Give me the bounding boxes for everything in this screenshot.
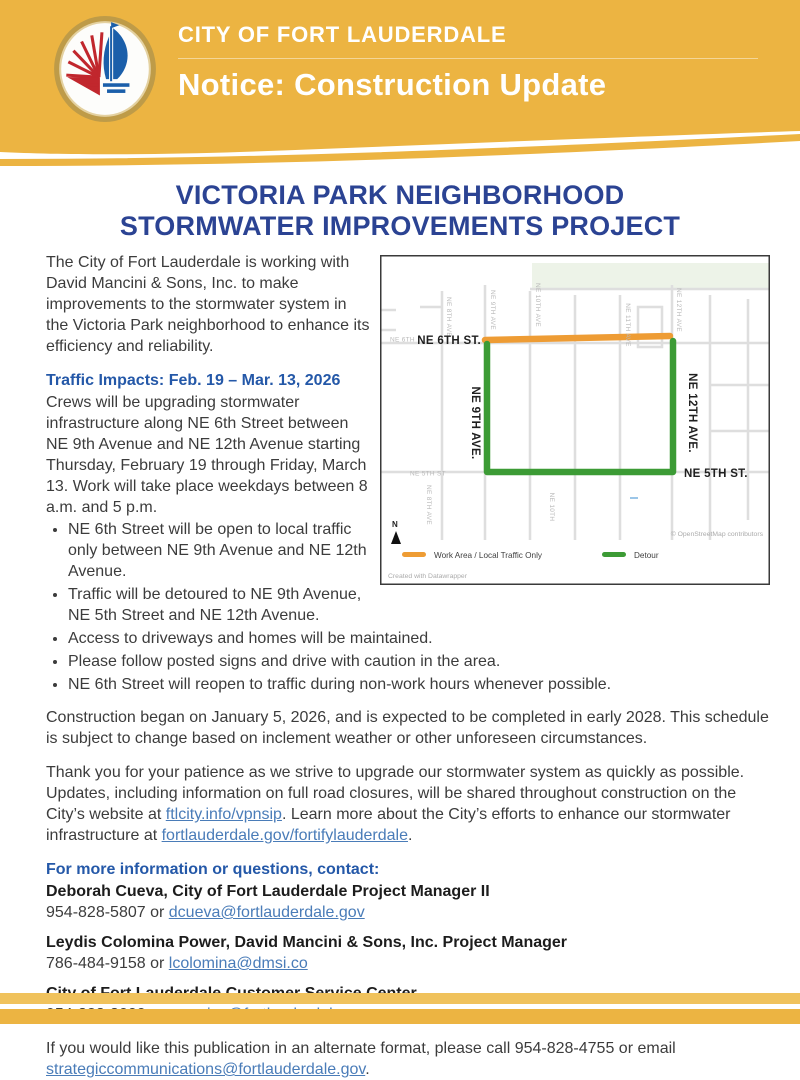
contact-name: Deborah Cueva, City of Fort Lauderdale Project Manager II bbox=[46, 883, 490, 901]
footer-bar bbox=[0, 1009, 800, 1024]
street-label: NE 12TH AVE bbox=[675, 288, 682, 333]
legend-swatch-detour bbox=[602, 552, 626, 557]
legend-swatch-work-area bbox=[402, 552, 426, 557]
traffic-paragraph: Crews will be upgrading stormwater infrastructure along NE 6th Street between NE 9th Avenue and NE 12th Avenue starting Thursday, February 19 through Friday, March 13. Work will take place weekdays between 8 a.m. and 5 p.m. bbox=[46, 394, 368, 517]
street-label-ne9ave: NE 9TH AVE. bbox=[469, 386, 481, 460]
street-label: NE 6TH bbox=[390, 336, 415, 344]
contact-entry bbox=[46, 881, 770, 923]
street-label: NE 10TH bbox=[548, 492, 555, 522]
street-label-ne5: NE 5TH ST. bbox=[684, 468, 748, 481]
notice-title: Notice: Construction Update bbox=[178, 67, 607, 102]
schedule-paragraph: Construction began on January 5, 2026, and is expected to be completed in early 2028. This schedule is subject to change based on inclement weather or other unforeseen circumstances. bbox=[46, 709, 769, 748]
fortify-link[interactable]: fortlauderdale.gov/fortifylauderdale bbox=[161, 827, 408, 845]
contact-line bbox=[46, 902, 770, 923]
page-title-line1: VICTORIA PARK NEIGHBORHOOD bbox=[175, 180, 625, 210]
street-label: NE 8TH AVE bbox=[445, 297, 452, 338]
thanks-text-3: . bbox=[407, 827, 413, 845]
map-attribution: © OpenStreetMap contributors bbox=[670, 531, 763, 539]
strategic-communications-email-link[interactable]: strategiccommunications@fortlauderdale.gov bbox=[46, 1061, 366, 1079]
thanks-text-1: Thank you for your patience as we strive to upgrade our stormwater system as quickly as possible. Updates, including information on full road closures, will be shared throughout construction on the City’s website at bbox=[46, 764, 745, 824]
list-item: • Access to driveways and homes will be maintained. bbox=[68, 628, 770, 649]
contact-line bbox=[46, 953, 770, 974]
street-label: NE 8TH AVE bbox=[425, 485, 432, 526]
thanks-text-2: . Learn more about the City’s efforts to enhance our stormwater infrastructure at bbox=[46, 806, 731, 845]
page-title bbox=[0, 180, 800, 242]
alternate-text: If you would like this publication in an alternate format, please call 954-828-4755 or email bbox=[46, 1040, 676, 1058]
header-banner bbox=[0, 0, 800, 128]
footer-stripe bbox=[0, 993, 800, 1004]
list-item: • NE 6th Street will be open to local traffic only between NE 9th Avenue and NE 12th Avenue. bbox=[68, 519, 770, 582]
traffic-impacts-heading: Traffic Impacts: Feb. 19 – Mar. 13, 2026 bbox=[46, 372, 341, 390]
list-item: • NE 6th Street will reopen to traffic during non-work hours whenever possible. bbox=[68, 674, 770, 695]
org-name: CITY OF FORT LAUDERDALE bbox=[178, 22, 507, 47]
contact-email-link[interactable]: lcolomina@dmsi.co bbox=[168, 955, 308, 973]
contact-name: Leydis Colomina Power, David Mancini & Sons, Inc. Project Manager bbox=[46, 934, 568, 952]
alternate-format-paragraph bbox=[46, 1038, 770, 1080]
street-label: NE 10TH AVE bbox=[534, 283, 541, 328]
alternate-text-end: . bbox=[365, 1061, 370, 1079]
header-divider bbox=[178, 58, 758, 59]
street-label-ne12ave: NE 12TH AVE. bbox=[686, 373, 698, 453]
contact-heading: For more information or questions, contact: bbox=[46, 861, 380, 879]
street-label: NE 11TH AVE bbox=[624, 303, 631, 347]
street-label: NE 5TH ST bbox=[410, 470, 446, 478]
contact-phone: 786-484-9158 bbox=[46, 955, 146, 973]
legend-label-work-area: Work Area / Local Traffic Only bbox=[434, 551, 542, 561]
header-wave bbox=[0, 128, 800, 166]
thanks-paragraph bbox=[46, 762, 770, 846]
contact-separator: or bbox=[145, 904, 169, 922]
list-item: • Please follow posted signs and drive with caution in the area. bbox=[68, 651, 770, 672]
street-label: NE 9TH AVE bbox=[489, 290, 496, 331]
svg-text:N: N bbox=[392, 520, 398, 530]
map-credit: Created with Datawrapper bbox=[388, 573, 467, 581]
contact-email-link[interactable]: dcueva@fortlauderdale.gov bbox=[168, 904, 365, 922]
contact-entry bbox=[46, 932, 770, 974]
contact-phone: 954-828-5807 bbox=[46, 904, 146, 922]
document-body bbox=[0, 252, 800, 1080]
city-seal-icon bbox=[52, 14, 158, 124]
street-label-ne6: NE 6TH ST. bbox=[417, 335, 481, 348]
project-map bbox=[380, 255, 770, 585]
contact-separator: or bbox=[145, 955, 169, 973]
vpnsip-link[interactable]: ftlcity.info/vpnsip bbox=[165, 806, 282, 824]
list-item: • Traffic will be detoured to NE 9th Avenue, NE 5th Street and NE 12th Avenue. bbox=[68, 584, 770, 626]
legend-label-detour: Detour bbox=[634, 551, 659, 561]
work-area-route bbox=[485, 336, 670, 340]
page-title-line2: STORMWATER IMPROVEMENTS PROJECT bbox=[119, 211, 681, 242]
intro-paragraph: The City of Fort Lauderdale is working with David Mancini & Sons, Inc. to make improvements to the stormwater system in the Victoria Park neighborhood to enhance its efficiency and reliability. bbox=[46, 254, 370, 356]
